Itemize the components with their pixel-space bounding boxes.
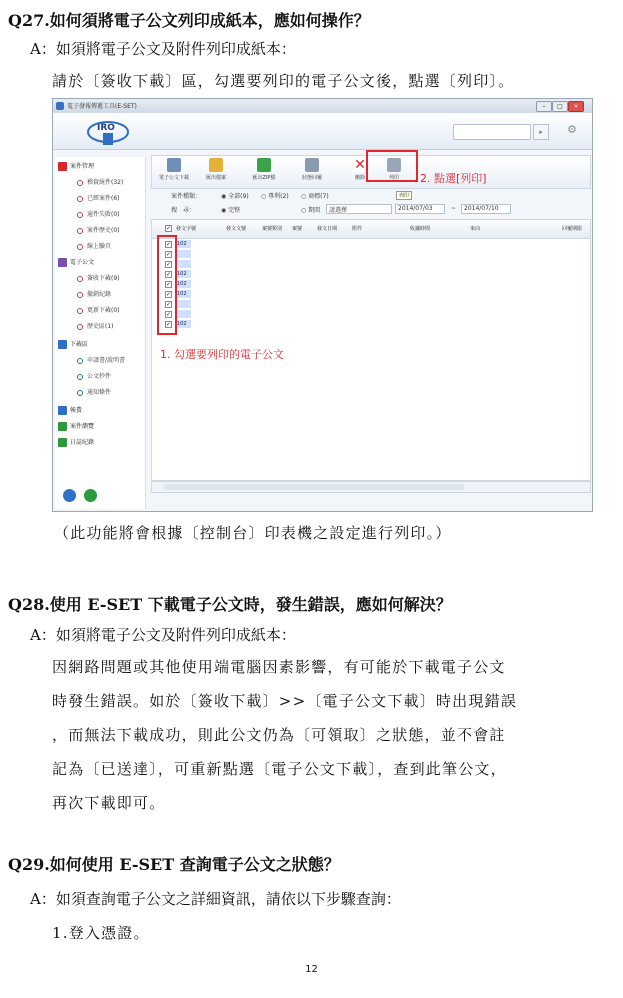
row-checkbox[interactable]: ✓ [166,251,172,258]
message-icon[interactable] [84,489,97,502]
scanner-icon [305,158,319,172]
col-header[interactable]: 附件 [352,226,363,232]
status-reply-button[interactable]: 狀態回覆 [292,158,332,186]
filter-bar [151,189,589,219]
q28-line: 記為〔已送達〕，可重新點選〔電子公文下載〕，查到此筆公文， [52,760,507,778]
sidebar-item[interactable]: 撤銷紀錄 [77,289,111,298]
annotation-step-2: 2. 點選[列印] [420,172,487,185]
doc-number-cell [175,310,191,318]
bullet-icon [77,374,83,380]
minimize-button[interactable]: – [536,101,552,112]
row-checkbox[interactable]: ✓ [166,321,172,328]
select-all-checkbox[interactable]: ✓ [166,225,172,232]
sidebar-item[interactable]: 稽資統件(32) [77,177,123,186]
sidebar-footer [63,487,100,506]
sidebar-item[interactable]: 通知條件 [77,387,111,396]
horizontal-scrollbar[interactable] [151,481,591,493]
row-checkbox[interactable]: ✓ [166,281,172,288]
bullet-icon [77,228,83,234]
row-checkbox[interactable]: ✓ [166,241,172,248]
date-select[interactable]: 請選擇 [326,204,392,214]
q29-step-1: 1.登入憑證。 [52,924,150,942]
table-row[interactable] [152,240,590,250]
table-row[interactable] [152,260,590,270]
gear-icon[interactable]: ⚙ [567,123,577,136]
eset-screenshot [52,98,593,512]
sidebar-tool-log[interactable]: 日誌紀錄 [58,437,94,447]
history-icon [58,438,67,447]
q28-line: 再次下載即可。 [52,794,166,812]
table-row[interactable] [152,310,590,320]
sidebar-group-edoc[interactable]: 電子公文 [58,257,94,267]
bullet-icon [77,244,83,250]
sidebar-item[interactable]: 案件歷史(0) [77,225,120,234]
help-icon[interactable] [63,489,76,502]
checkbox-highlight-box [157,235,177,335]
q27-answer: A：如須將電子公文及附件列印成紙本： [30,40,296,58]
date-radio[interactable]: ○ 期間 [301,207,321,214]
table-row[interactable] [152,290,590,300]
download-icon [58,340,67,349]
bullet-icon [77,276,83,282]
date-to-input[interactable]: 2014/07/10 [461,204,511,214]
date-tilde: ~ [451,205,457,212]
print-highlight-box [366,150,418,182]
col-header[interactable]: 來向 [470,226,481,232]
q29-answer: A：如須查詢電子公文之詳細資訊，請依以下步驟查詢： [30,890,401,908]
doc-number-cell [175,250,191,258]
sidebar-item[interactable]: 簽收下載(9) [77,273,120,282]
close-button[interactable]: × [568,101,584,112]
export-zip-button[interactable]: 匯出ZIP檔 [244,158,284,186]
table-row[interactable] [152,250,590,260]
table-header [152,220,590,239]
search-radio-full[interactable]: ◉ 完整 [221,207,241,214]
folder-icon [209,158,223,172]
table-row[interactable] [152,280,590,290]
row-checkbox[interactable]: ✓ [166,261,172,268]
col-header[interactable]: 回覆期限 [562,226,583,232]
print-button[interactable]: 列印 [374,158,414,186]
case-icon [58,162,67,171]
q28-line: 時發生錯誤。如於〔簽收下載〕>>〔電子公文下載〕時出現錯誤 [52,692,517,710]
calculator-icon [58,406,67,415]
q28-title: Q28.使用 E-SET 下載電子公文時，發生錯誤，應如何解決？ [8,595,452,614]
download-edoc-button[interactable]: 電子公文下載 [154,158,194,186]
sidebar-tool-browse[interactable]: 案件瀏覽 [58,421,94,431]
table-row[interactable] [152,270,590,280]
print-tooltip: 列印 [396,191,412,200]
category-radio-all[interactable]: ◉ 全部(9) [221,193,249,200]
row-checkbox[interactable]: ✓ [166,301,172,308]
sidebar-item[interactable]: 線上驗頁 [77,241,111,250]
bullet-icon [77,196,83,202]
doc-number-cell: (102 [175,280,191,288]
col-header[interactable]: 發文文號 [226,226,247,232]
svg-text:IRO: IRO [97,123,115,133]
col-header[interactable]: 案號類別 [262,226,283,232]
delete-icon: ✕ [354,157,366,173]
window-title: 電子發報傳遞工具(E-SET) [67,103,137,110]
window-titlebar [53,99,592,113]
sidebar-group-download[interactable]: 下載區 [58,339,88,349]
download-icon [167,158,181,172]
q28-line: ，而無法下載成功，則此公文仍為〔可領取〕之狀態，並不會註 [52,726,506,744]
sidebar-item[interactable]: 歷史區(1) [77,321,114,330]
category-radio-patent[interactable]: ○ 專利(2) [261,193,289,200]
page-number: 12 [305,964,318,975]
annotation-step-1: 1. 勾選要列印的電子公文 [160,348,284,361]
doc-number-cell: (102 [175,290,191,298]
bullet-icon [77,390,83,396]
bullet-icon [77,308,83,314]
doc-number-cell [175,300,191,308]
sidebar-item[interactable]: 公文抄件 [77,371,111,380]
q29-title: Q29.如何使用 E-SET 查詢電子公文之狀態？ [8,855,340,874]
col-header[interactable]: 發文字號 [176,226,197,232]
sidebar-item[interactable]: 申請書/說明書 [77,355,125,364]
sidebar [55,157,146,509]
person-icon [58,422,67,431]
delete-button[interactable]: ✕ 刪除 [354,157,366,181]
upload-arrow-icon [257,158,271,172]
scrollbar-thumb[interactable] [164,484,464,490]
table-row[interactable] [152,320,590,330]
q28-answer: A：如須將電子公文及附件列印成紙本： [30,626,296,644]
category-radio-trademark[interactable]: ○ 商標(7) [301,193,329,200]
app-header [53,113,592,150]
maximize-button[interactable]: □ [552,101,568,112]
sidebar-group-case[interactable]: 案件管理 [58,161,94,171]
tipo-logo [85,115,131,147]
doc-number-cell: (102 [175,240,191,248]
bullet-icon [77,180,83,186]
q27-step: 請於〔簽收下載〕區，勾選要列印的電子公文後，點選〔列印〕。 [52,72,515,90]
q27-title: Q27.如何須將電子公文列印成紙本，應如何操作？ [8,11,370,30]
search-button[interactable]: ▸ [533,124,549,140]
bullet-icon [77,212,83,218]
col-header[interactable]: 收據時間 [410,226,431,232]
export-file-button[interactable]: 匯出檔案 [196,158,236,186]
q27-note: （此功能將會根據〔控制台〕印表機之設定進行列印。） [54,524,452,542]
doc-number-cell [175,260,191,268]
search-label: 搜 尋： [171,207,196,214]
bullet-icon [77,324,83,330]
category-label: 案件種類： [171,193,202,200]
app-icon [56,102,64,110]
row-checkbox[interactable]: ✓ [166,271,172,278]
row-checkbox[interactable]: ✓ [166,311,172,318]
doc-number-cell: (102 [175,270,191,278]
sidebar-item[interactable]: 已經案件(6) [77,193,120,202]
search-input[interactable] [453,124,531,140]
col-header[interactable]: 發文日期 [317,226,338,232]
mail-icon [58,258,67,267]
sidebar-tool-fee[interactable]: 帳費 [58,405,82,415]
row-checkbox[interactable]: ✓ [166,291,172,298]
col-header[interactable]: 案號 [292,226,303,232]
date-from-input[interactable]: 2014/07/03 [395,204,445,214]
bullet-icon [77,358,83,364]
q28-line: 因網路問題或其他使用端電腦因素影響，有可能於下載電子公文 [52,658,506,676]
sidebar-item[interactable]: 更新下載(0) [77,305,120,314]
table-row[interactable] [152,300,590,310]
bullet-icon [77,292,83,298]
doc-number-cell: (102 [175,320,191,328]
sidebar-item[interactable]: 逾件失敗(0) [77,209,120,218]
